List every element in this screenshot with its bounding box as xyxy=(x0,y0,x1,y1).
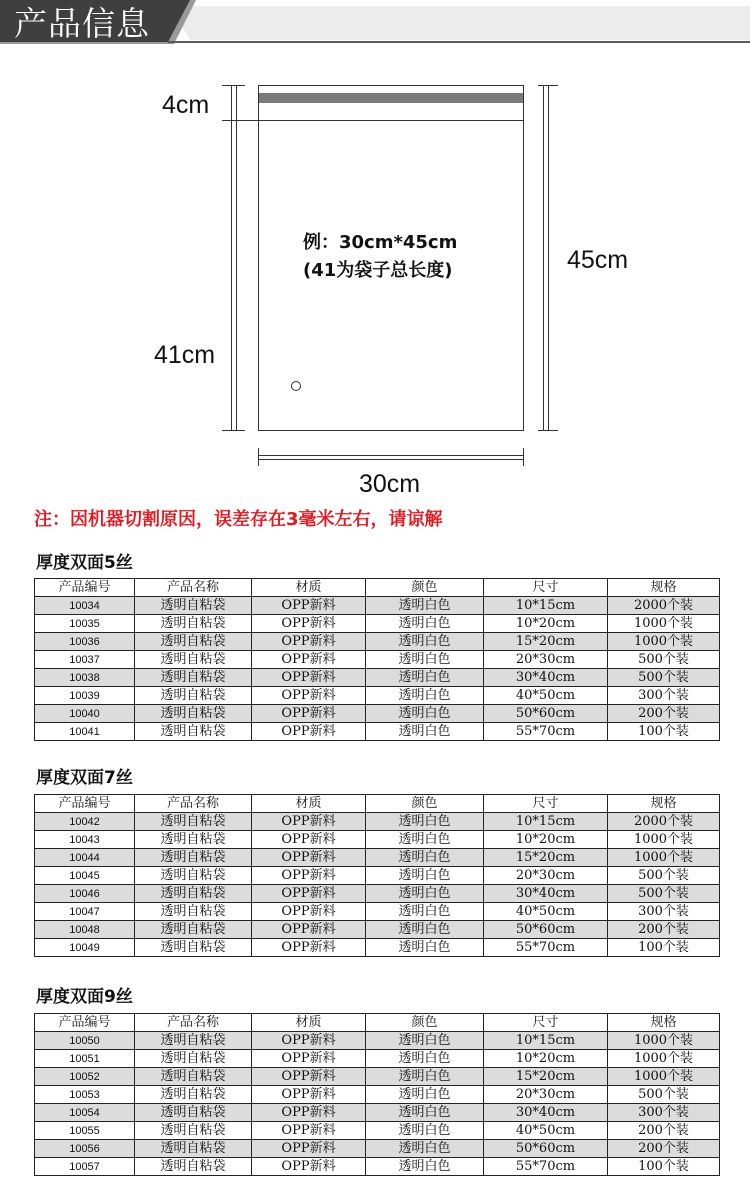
cell-material: OPP新料 xyxy=(252,849,366,867)
cell-size: 40*50cm xyxy=(484,1122,608,1140)
cell-name: 透明自粘袋 xyxy=(135,921,252,939)
cell-size: 15*20cm xyxy=(484,633,608,651)
cell-material: OPP新料 xyxy=(252,1086,366,1104)
cell-size: 40*50cm xyxy=(484,687,608,705)
strip-height-label: 4cm xyxy=(162,91,210,119)
section-title-5: 厚度双面5丝 xyxy=(36,553,133,573)
example-size-text: 例：30cm*45cm xyxy=(303,232,458,253)
cell-material: OPP新料 xyxy=(252,651,366,669)
cell-size: 10*20cm xyxy=(484,1050,608,1068)
cell-pack: 500个装 xyxy=(608,651,720,669)
cell-pack: 1000个装 xyxy=(608,1068,720,1086)
cell-pack: 2000个装 xyxy=(608,813,720,831)
col-header-name: 产品名称 xyxy=(135,1014,252,1032)
cell-material: OPP新料 xyxy=(252,831,366,849)
cell-color: 透明白色 xyxy=(366,1068,484,1086)
cell-name: 透明自粘袋 xyxy=(135,1140,252,1158)
cell-pack: 300个装 xyxy=(608,687,720,705)
cell-material: OPP新料 xyxy=(252,921,366,939)
cell-code: 10052 xyxy=(35,1068,135,1086)
cell-code: 10037 xyxy=(35,651,135,669)
cell-size: 10*15cm xyxy=(484,1032,608,1050)
table-header-row xyxy=(35,1014,720,1032)
table-row xyxy=(35,633,720,651)
cell-size: 30*40cm xyxy=(484,669,608,687)
table-row xyxy=(35,831,720,849)
table-header-row xyxy=(35,579,720,597)
cell-color: 透明白色 xyxy=(366,669,484,687)
col-header-material: 材质 xyxy=(252,1014,366,1032)
section-title-7: 厚度双面7丝 xyxy=(36,768,133,788)
table-row xyxy=(35,867,720,885)
cell-code: 10049 xyxy=(35,939,135,957)
col-header-material: 材质 xyxy=(252,795,366,813)
table-row xyxy=(35,651,720,669)
table-row xyxy=(35,1050,720,1068)
col-header-size: 尺寸 xyxy=(484,1014,608,1032)
cell-name: 透明自粘袋 xyxy=(135,1032,252,1050)
col-header-name: 产品名称 xyxy=(135,579,252,597)
cell-pack: 500个装 xyxy=(608,867,720,885)
cell-size: 50*60cm xyxy=(484,921,608,939)
cell-material: OPP新料 xyxy=(252,687,366,705)
cell-material: OPP新料 xyxy=(252,615,366,633)
cell-material: OPP新料 xyxy=(252,669,366,687)
cell-color: 透明白色 xyxy=(366,723,484,741)
table-header-row xyxy=(35,795,720,813)
cell-pack: 500个装 xyxy=(608,1086,720,1104)
cell-material: OPP新料 xyxy=(252,705,366,723)
spec-table-7 xyxy=(34,794,720,957)
cell-material: OPP新料 xyxy=(252,885,366,903)
cell-name: 透明自粘袋 xyxy=(135,1068,252,1086)
table-row xyxy=(35,615,720,633)
cell-material: OPP新料 xyxy=(252,903,366,921)
spec-table-5 xyxy=(34,578,720,741)
cell-name: 透明自粘袋 xyxy=(135,885,252,903)
cell-color: 透明白色 xyxy=(366,1086,484,1104)
cell-pack: 2000个装 xyxy=(608,597,720,615)
cell-name: 透明自粘袋 xyxy=(135,867,252,885)
table-row xyxy=(35,849,720,867)
cell-code: 10046 xyxy=(35,885,135,903)
cell-material: OPP新料 xyxy=(252,1104,366,1122)
cell-name: 透明自粘袋 xyxy=(135,1104,252,1122)
banner-title: 产品信息 xyxy=(14,4,150,43)
col-header-color: 颜色 xyxy=(366,1014,484,1032)
cell-code: 10041 xyxy=(35,723,135,741)
cell-color: 透明白色 xyxy=(366,1158,484,1176)
cell-pack: 200个装 xyxy=(608,705,720,723)
table-row xyxy=(35,1158,720,1176)
cell-material: OPP新料 xyxy=(252,1050,366,1068)
cell-pack: 300个装 xyxy=(608,1104,720,1122)
cell-size: 10*15cm xyxy=(484,813,608,831)
cell-pack: 1000个装 xyxy=(608,831,720,849)
cell-name: 透明自粘袋 xyxy=(135,1050,252,1068)
table-row xyxy=(35,1122,720,1140)
cell-code: 10054 xyxy=(35,1104,135,1122)
cell-code: 10042 xyxy=(35,813,135,831)
table-row xyxy=(35,885,720,903)
cell-name: 透明自粘袋 xyxy=(135,723,252,741)
cell-size: 30*40cm xyxy=(484,885,608,903)
cell-color: 透明白色 xyxy=(366,849,484,867)
col-header-pack: 规格 xyxy=(608,795,720,813)
col-header-color: 颜色 xyxy=(366,795,484,813)
section-banner xyxy=(0,0,750,48)
cell-code: 10053 xyxy=(35,1086,135,1104)
cell-material: OPP新料 xyxy=(252,1068,366,1086)
col-header-pack: 规格 xyxy=(608,579,720,597)
cell-material: OPP新料 xyxy=(252,1140,366,1158)
cell-material: OPP新料 xyxy=(252,1122,366,1140)
cell-size: 10*20cm xyxy=(484,615,608,633)
cell-pack: 200个装 xyxy=(608,1140,720,1158)
cell-color: 透明白色 xyxy=(366,921,484,939)
hole-mark xyxy=(292,382,301,391)
cell-pack: 100个装 xyxy=(608,723,720,741)
total-length-label: 45cm xyxy=(567,246,629,274)
cell-size: 50*60cm xyxy=(484,1140,608,1158)
table-row xyxy=(35,669,720,687)
cell-color: 透明白色 xyxy=(366,651,484,669)
cell-name: 透明自粘袋 xyxy=(135,1086,252,1104)
cell-name: 透明自粘袋 xyxy=(135,669,252,687)
cell-code: 10051 xyxy=(35,1050,135,1068)
cell-material: OPP新料 xyxy=(252,813,366,831)
cell-material: OPP新料 xyxy=(252,1158,366,1176)
example-length-note: (41为袋子总长度) xyxy=(303,260,453,281)
cell-color: 透明白色 xyxy=(366,705,484,723)
cell-size: 40*50cm xyxy=(484,903,608,921)
cell-material: OPP新料 xyxy=(252,723,366,741)
table-row xyxy=(35,705,720,723)
cell-code: 10039 xyxy=(35,687,135,705)
cell-color: 透明白色 xyxy=(366,885,484,903)
spec-table-9 xyxy=(34,1013,720,1176)
cell-code: 10044 xyxy=(35,849,135,867)
cell-pack: 1000个装 xyxy=(608,615,720,633)
cell-code: 10045 xyxy=(35,867,135,885)
cell-code: 10036 xyxy=(35,633,135,651)
col-header-code: 产品编号 xyxy=(35,579,135,597)
cell-color: 透明白色 xyxy=(366,687,484,705)
cell-code: 10038 xyxy=(35,669,135,687)
cell-size: 55*70cm xyxy=(484,723,608,741)
col-header-size: 尺寸 xyxy=(484,579,608,597)
cell-code: 10040 xyxy=(35,705,135,723)
cell-color: 透明白色 xyxy=(366,1104,484,1122)
cell-material: OPP新料 xyxy=(252,633,366,651)
cell-code: 10043 xyxy=(35,831,135,849)
cell-code: 10047 xyxy=(35,903,135,921)
cell-name: 透明自粘袋 xyxy=(135,903,252,921)
cell-material: OPP新料 xyxy=(252,867,366,885)
table-row xyxy=(35,687,720,705)
cell-size: 10*20cm xyxy=(484,831,608,849)
cell-size: 30*40cm xyxy=(484,1104,608,1122)
cell-pack: 500个装 xyxy=(608,669,720,687)
table-row xyxy=(35,723,720,741)
col-header-size: 尺寸 xyxy=(484,795,608,813)
table-row xyxy=(35,903,720,921)
cell-color: 透明白色 xyxy=(366,633,484,651)
cell-size: 55*70cm xyxy=(484,1158,608,1176)
cell-name: 透明自粘袋 xyxy=(135,687,252,705)
cell-size: 20*30cm xyxy=(484,651,608,669)
cell-size: 20*30cm xyxy=(484,1086,608,1104)
cell-color: 透明白色 xyxy=(366,1032,484,1050)
cell-color: 透明白色 xyxy=(366,1050,484,1068)
cell-size: 10*15cm xyxy=(484,597,608,615)
cell-pack: 500个装 xyxy=(608,885,720,903)
table-row xyxy=(35,597,720,615)
cell-color: 透明白色 xyxy=(366,615,484,633)
cell-pack: 1000个装 xyxy=(608,849,720,867)
cell-code: 10034 xyxy=(35,597,135,615)
table-row xyxy=(35,1104,720,1122)
cell-code: 10056 xyxy=(35,1140,135,1158)
cell-pack: 100个装 xyxy=(608,1158,720,1176)
cell-color: 透明白色 xyxy=(366,1122,484,1140)
cell-name: 透明自粘袋 xyxy=(135,939,252,957)
cell-size: 15*20cm xyxy=(484,1068,608,1086)
cell-name: 透明自粘袋 xyxy=(135,633,252,651)
cell-color: 透明白色 xyxy=(366,597,484,615)
cell-color: 透明白色 xyxy=(366,831,484,849)
cell-pack: 1000个装 xyxy=(608,633,720,651)
body-height-label: 41cm xyxy=(154,341,216,369)
cell-name: 透明自粘袋 xyxy=(135,1122,252,1140)
cell-color: 透明白色 xyxy=(366,813,484,831)
tolerance-note: 注：因机器切割原因，误差存在3毫米左右，请谅解 xyxy=(34,509,443,530)
cell-pack: 200个装 xyxy=(608,1122,720,1140)
cell-material: OPP新料 xyxy=(252,597,366,615)
bag-dimension-diagram xyxy=(0,48,750,508)
cell-code: 10057 xyxy=(35,1158,135,1176)
col-header-pack: 规格 xyxy=(608,1014,720,1032)
cell-code: 10048 xyxy=(35,921,135,939)
col-header-code: 产品编号 xyxy=(35,795,135,813)
col-header-material: 材质 xyxy=(252,579,366,597)
table-row xyxy=(35,1032,720,1050)
cell-size: 15*20cm xyxy=(484,849,608,867)
cell-name: 透明自粘袋 xyxy=(135,705,252,723)
cell-material: OPP新料 xyxy=(252,939,366,957)
cell-material: OPP新料 xyxy=(252,1032,366,1050)
cell-name: 透明自粘袋 xyxy=(135,831,252,849)
cell-pack: 1000个装 xyxy=(608,1050,720,1068)
cell-name: 透明自粘袋 xyxy=(135,1158,252,1176)
width-label: 30cm xyxy=(359,470,421,498)
cell-color: 透明白色 xyxy=(366,867,484,885)
cell-pack: 1000个装 xyxy=(608,1032,720,1050)
cell-name: 透明自粘袋 xyxy=(135,615,252,633)
table-row xyxy=(35,813,720,831)
table-row xyxy=(35,1068,720,1086)
cell-size: 55*70cm xyxy=(484,939,608,957)
table-row xyxy=(35,939,720,957)
col-header-color: 颜色 xyxy=(366,579,484,597)
section-title-9: 厚度双面9丝 xyxy=(36,987,133,1007)
cell-name: 透明自粘袋 xyxy=(135,597,252,615)
cell-pack: 100个装 xyxy=(608,939,720,957)
col-header-code: 产品编号 xyxy=(35,1014,135,1032)
col-header-name: 产品名称 xyxy=(135,795,252,813)
cell-color: 透明白色 xyxy=(366,939,484,957)
cell-code: 10050 xyxy=(35,1032,135,1050)
cell-size: 20*30cm xyxy=(484,867,608,885)
cell-color: 透明白色 xyxy=(366,903,484,921)
cell-pack: 200个装 xyxy=(608,921,720,939)
table-row xyxy=(35,1140,720,1158)
cell-name: 透明自粘袋 xyxy=(135,813,252,831)
cell-pack: 300个装 xyxy=(608,903,720,921)
table-row xyxy=(35,1086,720,1104)
adhesive-strip xyxy=(259,93,523,103)
cell-size: 50*60cm xyxy=(484,705,608,723)
cell-color: 透明白色 xyxy=(366,1140,484,1158)
cell-name: 透明自粘袋 xyxy=(135,651,252,669)
cell-name: 透明自粘袋 xyxy=(135,849,252,867)
table-row xyxy=(35,921,720,939)
cell-code: 10035 xyxy=(35,615,135,633)
cell-code: 10055 xyxy=(35,1122,135,1140)
